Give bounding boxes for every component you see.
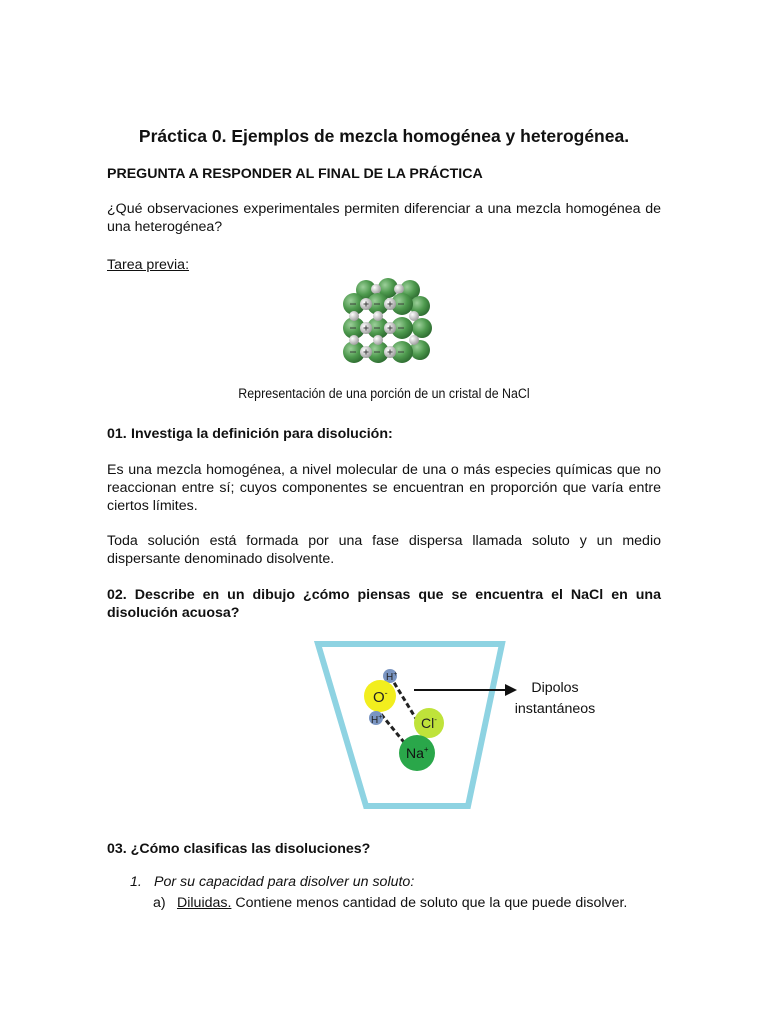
dipole-label	[500, 678, 610, 720]
h-top-label: H+	[386, 671, 398, 683]
q03-item-1-number: 1.	[130, 874, 142, 890]
q01-paragraph-2: Toda solución está formada por una fase dispersa llamada soluto y un medio dispersante denominado disolvente.	[107, 533, 661, 567]
q02-heading: 02. Describe en un dibujo ¿cómo piensas que se encuentra el NaCl en una disolución acuosa?	[107, 587, 661, 621]
q03-sub-a-text: Contiene menos cantidad de soluto que la que puede disolver.	[231, 895, 628, 911]
q03-item-1-text: Por su capacidad para disolver un soluto:	[154, 874, 415, 890]
question-text: ¿Qué observaciones experimentales permiten diferenciar a una mezcla homogénea de una heterogénea?	[107, 201, 661, 235]
q01-heading	[107, 425, 661, 443]
q01-number: 01.	[107, 426, 127, 442]
q03-sub-a-number: a)	[153, 895, 166, 911]
aqueous-nacl-diagram	[310, 638, 610, 816]
nacl-crystal-image	[336, 276, 432, 366]
crystal-caption: Representación de una porción de un cristal de NaCl	[238, 386, 530, 401]
dipole-label-line-2: instantáneos	[514, 701, 596, 717]
oxygen-label: O-	[373, 688, 388, 706]
chlorine-label: Cl-	[421, 715, 437, 731]
beaker-outline	[318, 644, 502, 806]
q03-sub-a	[153, 894, 673, 912]
q03-sub-a-term: Diluidas.	[177, 895, 232, 911]
h-bottom-label: H+	[371, 714, 383, 726]
q03-item-1	[130, 873, 650, 891]
question-heading: PREGUNTA A RESPONDER AL FINAL DE LA PRÁCTICA	[107, 166, 483, 182]
sodium-label: Na+	[406, 745, 429, 761]
q03-heading: 03. ¿Cómo clasificas las disoluciones?	[107, 841, 371, 857]
page-title: Práctica 0. Ejemplos de mezcla homogénea y heterogénea.	[138, 126, 630, 146]
q01-heading-text: Investiga la definición para disolución:	[131, 426, 393, 442]
prior-task-label: Tarea previa:	[107, 257, 190, 273]
dipole-label-line-1: Dipolos	[531, 680, 579, 696]
q01-paragraph-1: Es una mezcla homogénea, a nivel molecular de una o más especies químicas que no reaccionan entre sí; cuyos componentes se encuentran en proporción que varía entre ciertos límites.	[107, 462, 661, 514]
